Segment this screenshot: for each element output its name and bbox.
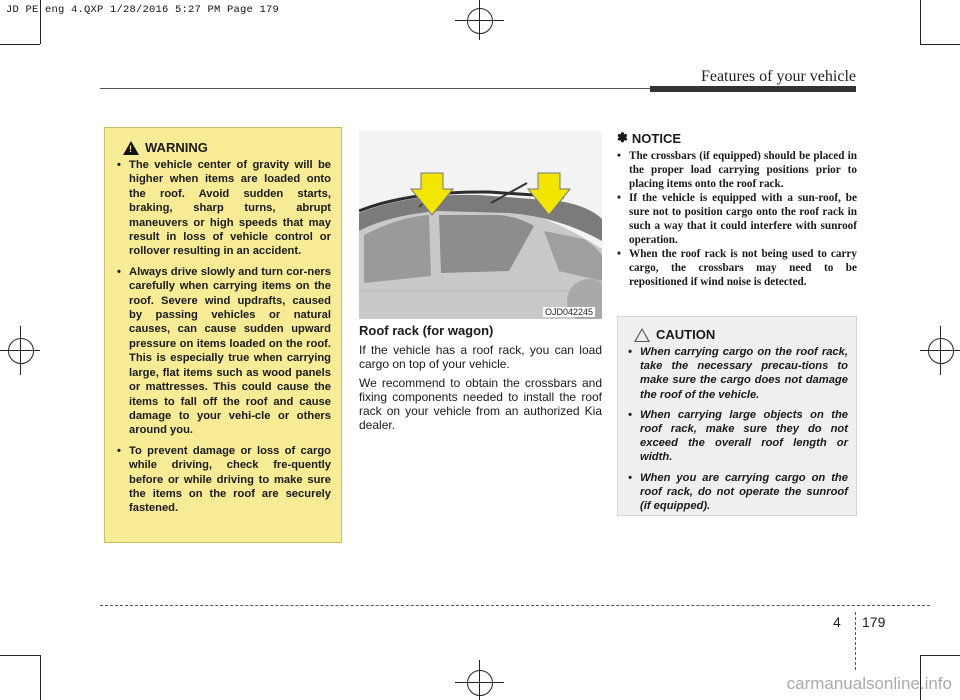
section-heading: Roof rack (for wagon): [359, 323, 494, 338]
registration-mark: [928, 338, 954, 364]
warning-list: [117, 158, 331, 516]
notice-header: [617, 130, 857, 146]
caution-list: [628, 345, 848, 513]
header-accent-bar: [650, 86, 856, 92]
footer-rule: [100, 605, 930, 606]
caution-item: • When carrying large objects on the roof rack, make sure they do not exceed the overall roof length or width.: [628, 408, 848, 465]
chapter-number: 4: [833, 614, 841, 630]
warning-title: WARNING: [145, 140, 208, 155]
caution-item: • When you are carrying cargo on the roof rack, do not operate the sunroof (if equipped).: [628, 471, 848, 514]
crop-mark: [0, 655, 40, 656]
caution-box: [617, 316, 857, 516]
registration-mark: [20, 326, 21, 375]
caution-title: CAUTION: [656, 327, 716, 342]
crop-mark: [920, 44, 960, 45]
section-title: Features of your vehicle: [700, 68, 856, 85]
body-paragraph: If the vehicle has a roof rack, you can load cargo on top of your vehicle.: [359, 343, 602, 371]
notice-section: [617, 130, 857, 289]
registration-mark: [455, 20, 504, 21]
warning-item: • The vehicle center of gravity will be higher when items are loaded onto the roof. Avoid sudden starts, braking, sharp turns, abrupt maneuvers or high speeds that may result in loss of vehicle control or rollover resulting in an accident.: [117, 158, 331, 259]
notice-title: NOTICE: [631, 130, 682, 146]
print-slug: JD PE eng 4.QXP 1/28/2016 5:27 PM Page 179: [6, 4, 280, 16]
wagon-roof-illustration: [359, 131, 602, 319]
warning-item: • To prevent damage or loss of cargo while driving, check fre-quently before or while driving to make sure the items on the roof are securely fastened.: [117, 444, 331, 516]
registration-mark: [455, 682, 504, 683]
warning-box: [104, 127, 342, 543]
crop-mark: [920, 0, 921, 44]
footer-divider: [855, 612, 856, 670]
roof-rack-photo: [359, 131, 602, 319]
crop-mark: [40, 655, 41, 700]
registration-mark: [467, 670, 493, 696]
page-number: 179: [862, 614, 886, 630]
warning-triangle-icon: [123, 141, 139, 155]
roof-rack-section: [359, 323, 602, 437]
registration-mark: [8, 338, 34, 364]
caution-header: [634, 327, 848, 342]
notice-item: • If the vehicle is equipped with a sun-roof, be sure not to position cargo onto the roof rack in such a way that it could interfere with sunroof operation.: [617, 191, 857, 247]
crop-mark: [920, 655, 960, 656]
caution-triangle-icon: [634, 328, 650, 342]
notice-item: • The crossbars (if equipped) should be placed in the proper load carrying positions prior to placing items onto the roof rack.: [617, 149, 857, 191]
notice-item: • When the roof rack is not being used to carry cargo, the crossbars may need to be repositioned if wind noise is detected.: [617, 247, 857, 289]
warning-header: [123, 140, 331, 155]
notice-list: [617, 149, 857, 289]
warning-item: • Always drive slowly and turn cor-ners carefully when carrying items on the roof. Severe wind updrafts, caused by passing vehicles or natural causes, can cause sudden upward pressure on items loaded on the roof. This is especially true when carrying large, flat items such as wood panels or mattresses. This could cause the items to fall off the roof and cause damage to your vehi-cle or others around you.: [117, 265, 331, 438]
body-paragraph: We recommend to obtain the crossbars and fixing components needed to install the roof rack on your vehicle from an authorized Kia dealer.: [359, 376, 602, 432]
registration-mark: [467, 8, 493, 34]
figure-code: OJD042245: [545, 307, 594, 317]
registration-mark: [479, 660, 480, 700]
registration-mark: [940, 326, 941, 375]
crop-mark: [0, 44, 40, 45]
watermark[interactable]: carmanualsonline.info: [786, 674, 952, 693]
caution-item: • When carrying cargo on the roof rack, take the necessary precau-tions to make sure the cargo does not damage the roof of the vehicle.: [628, 345, 848, 402]
asterisk-icon: ✽: [617, 130, 628, 145]
